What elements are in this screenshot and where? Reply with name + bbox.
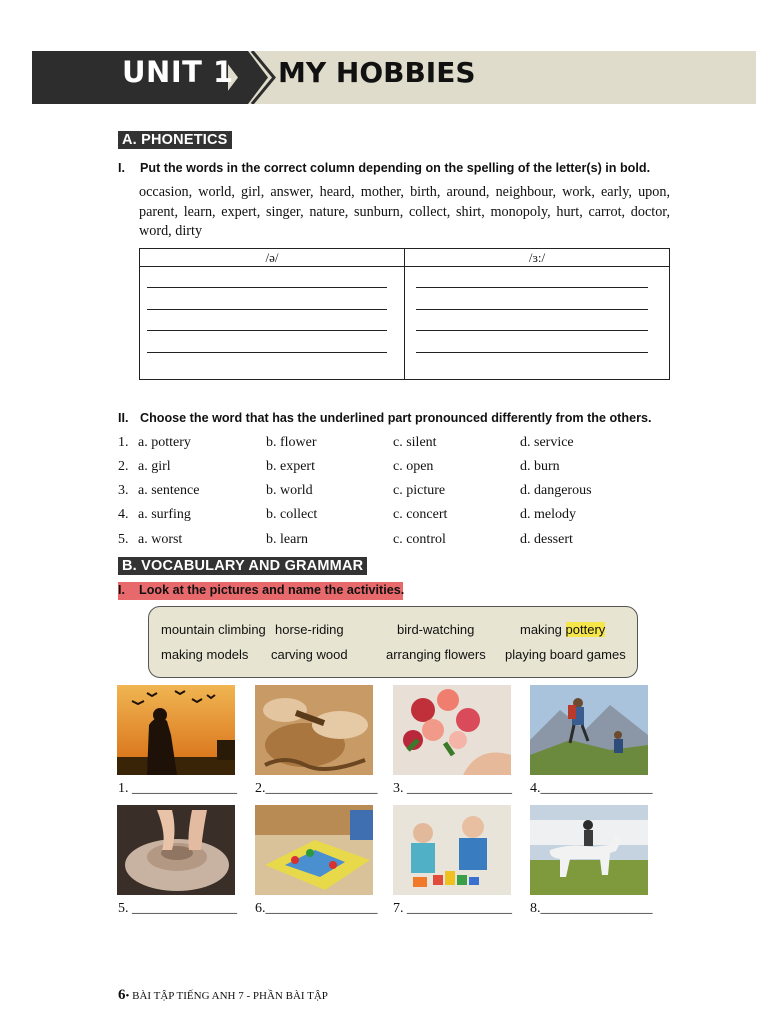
instruction-text: Look at the pictures and name the activities. (139, 583, 405, 597)
answer-blank[interactable] (147, 309, 387, 310)
option-d[interactable]: d. burn (520, 459, 560, 474)
picture-horse-riding (530, 805, 648, 895)
option-a[interactable]: a. sentence (138, 483, 200, 498)
word-making: making (520, 622, 562, 637)
word-pottery-highlighted: pottery (565, 622, 606, 637)
instruction-text: Put the words in the correct column depending on the spelling of the letter(s) in bold. (140, 161, 651, 175)
caption-blank-2[interactable]: 2.________________ (255, 781, 378, 796)
answer-blank[interactable] (147, 352, 387, 353)
question-row (118, 459, 678, 479)
option-a[interactable]: a. surfing (138, 507, 191, 522)
question-number: 4. (118, 507, 129, 522)
question-number: 1. (118, 435, 129, 450)
picture-arranging-flowers (393, 685, 511, 775)
instruction-text: Choose the word that has the underlined part pronounced differently from the others. (140, 411, 652, 425)
answer-blank[interactable] (147, 287, 387, 288)
table-divider (404, 249, 405, 380)
option-a[interactable]: a. girl (138, 459, 171, 474)
word-mountain-climbing: mountain climbing (161, 622, 266, 637)
option-c[interactable]: c. silent (393, 435, 437, 450)
picture-carving-wood (255, 685, 373, 775)
word-making-models: making models (161, 647, 249, 662)
caption-blank-1[interactable]: 1. _______________ (118, 781, 237, 796)
answer-blank[interactable] (147, 330, 387, 331)
option-b[interactable]: b. learn (266, 532, 308, 547)
answer-blank[interactable] (416, 352, 648, 353)
word-bank-box (148, 606, 638, 678)
word-carving-wood: carving wood (271, 647, 348, 662)
question-row (118, 483, 678, 503)
picture-pottery (117, 805, 235, 895)
unit-label: UNIT 1 (122, 55, 234, 89)
option-b[interactable]: b. collect (266, 507, 318, 522)
option-b[interactable]: b. world (266, 483, 313, 498)
caption-blank-6[interactable]: 6.________________ (255, 901, 378, 916)
option-c[interactable]: c. open (393, 459, 434, 474)
word-horse-riding: horse-riding (275, 622, 344, 637)
exercise-1-instruction (118, 161, 650, 175)
caption-blank-4[interactable]: 4.________________ (530, 781, 653, 796)
column-header-schwa: /ə/ (265, 250, 279, 265)
unit-banner (32, 51, 756, 104)
bullet-icon: • (125, 990, 133, 1002)
caption-blank-8[interactable]: 8.________________ (530, 901, 653, 916)
answer-blank[interactable] (416, 330, 648, 331)
option-c[interactable]: c. picture (393, 483, 446, 498)
question-number: 2. (118, 459, 129, 474)
exercise-number: I. (118, 161, 125, 175)
question-number: 3. (118, 483, 129, 498)
option-d[interactable]: d. melody (520, 507, 576, 522)
caption-blank-3[interactable]: 3. _______________ (393, 781, 512, 796)
question-row (118, 507, 678, 527)
word-arranging-flowers: arranging flowers (386, 647, 486, 662)
exercise-number: I. (118, 583, 125, 597)
question-row (118, 532, 678, 552)
word-bird-watching: bird-watching (397, 622, 475, 637)
word-playing-board-games: playing board games (505, 647, 626, 662)
option-a[interactable]: a. pottery (138, 435, 191, 450)
phonetics-table (139, 248, 670, 380)
option-d[interactable]: d. dangerous (520, 483, 592, 498)
picture-making-models (393, 805, 511, 895)
option-c[interactable]: c. concert (393, 507, 448, 522)
option-b[interactable]: b. flower (266, 435, 317, 450)
option-a[interactable]: a. worst (138, 532, 183, 547)
picture-bird-watching (117, 685, 235, 775)
caption-blank-7[interactable]: 7. _______________ (393, 901, 512, 916)
column-header-er: /ɜ:/ (528, 250, 546, 265)
picture-board-games (255, 805, 373, 895)
option-d[interactable]: d. dessert (520, 532, 573, 547)
exercise-b1-instruction (118, 583, 404, 597)
word-making-pottery (520, 622, 605, 637)
picture-mountain-climbing (530, 685, 648, 775)
page-number: 6 (118, 987, 126, 1003)
unit-title: MY HOBBIES (278, 56, 476, 89)
question-row (118, 435, 678, 455)
option-d[interactable]: d. service (520, 435, 574, 450)
exercise-number: II. (118, 411, 129, 425)
section-tag-phonetics: A. PHONETICS (118, 131, 232, 149)
option-c[interactable]: c. control (393, 532, 446, 547)
footer-text: BÀI TẬP TIẾNG ANH 7 - PHẦN BÀI TẬP (132, 990, 328, 1002)
exercise-2-instruction (118, 411, 651, 425)
option-b[interactable]: b. expert (266, 459, 315, 474)
caption-blank-5[interactable]: 5. _______________ (118, 901, 237, 916)
answer-blank[interactable] (416, 287, 648, 288)
page-footer (118, 987, 328, 1004)
word-list: occasion, world, girl, answer, heard, mother, birth, around, neighbour, work, early, upon, parent, learn, expert, singer, nature, sunburn, collect, shirt, monopoly, hurt, carrot, doctor, word, dirty (139, 184, 670, 239)
section-tag-vocabulary: B. VOCABULARY AND GRAMMAR (118, 557, 367, 575)
answer-blank[interactable] (416, 309, 648, 310)
question-number: 5. (118, 532, 129, 547)
